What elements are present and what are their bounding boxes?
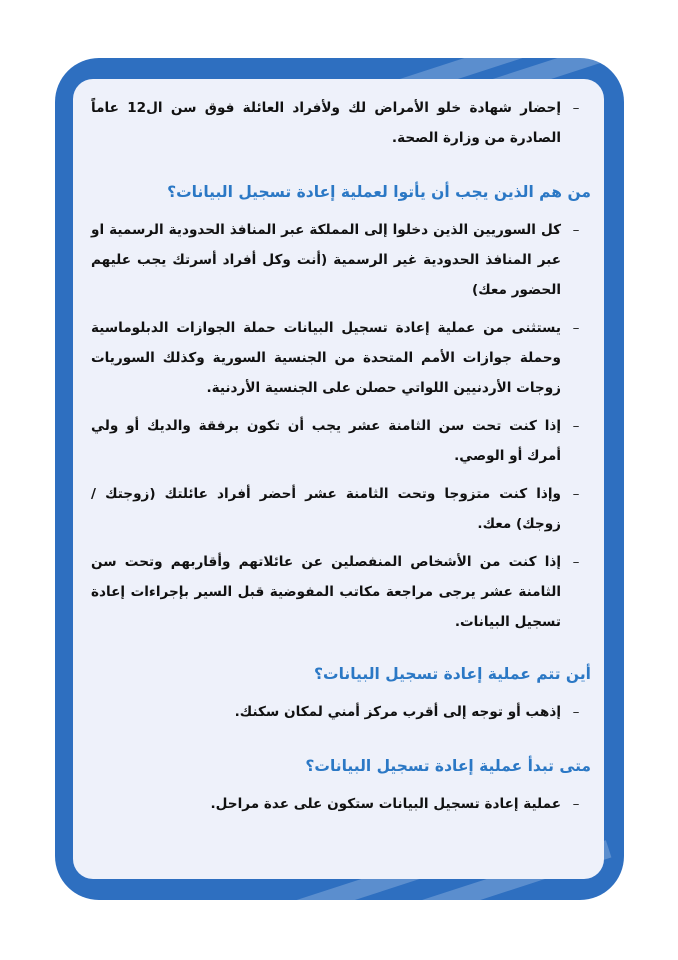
list-item-text: عملية إعادة تسجيل البيانات ستكون على عدة مراحل.: [210, 796, 561, 812]
bullet-dash: –: [572, 320, 580, 336]
bullet-dash: –: [572, 704, 580, 720]
list-item: [91, 313, 591, 403]
list-item: [91, 93, 591, 153]
bullet-dash: –: [572, 554, 580, 570]
list-item-text: يستثنى من عملية إعادة تسجيل البيانات حملة الجوازات الدبلوماسية وحملة جوازات الأمم المتحدة من الجنسية السورية وكذلك السوريات زوجات الأردنيين اللواتي حصلن على الجنسية الأردنية.: [91, 320, 561, 396]
document-body: [91, 91, 591, 819]
bullet-dash: –: [572, 796, 580, 812]
section-heading-when: متى تبدأ عملية إعادة تسجيل البيانات؟: [305, 757, 591, 775]
list-item-text: إذهب أو توجه إلى أقرب مركز أمني لمكان سكنك.: [234, 704, 561, 720]
section-heading-where: أين تتم عملية إعادة تسجيل البيانات؟: [314, 665, 591, 683]
list-item: [91, 479, 591, 539]
list-item: [91, 789, 591, 819]
bullet-dash: –: [572, 486, 580, 502]
list-item: [91, 547, 591, 637]
list-item: [91, 697, 591, 727]
bullet-dash: –: [572, 100, 580, 116]
bullet-dash: –: [572, 418, 580, 434]
list-item-text: إحضار شهادة خلو الأمراض لك ولأفراد العائلة فوق سن ال12 عاماً الصادرة من وزارة الصحة.: [91, 100, 561, 146]
list-item: [91, 215, 591, 305]
section-heading-who: من هم الذين يجب أن يأتوا لعملية إعادة تسجيل البيانات؟: [167, 183, 591, 201]
list-item-text: إذا كنت من الأشخاص المنفصلين عن عائلاتهم وأقاربهم وتحت سن الثامنة عشر يرجى مراجعة مكاتب المفوضية قبل السير بإجراءات إعادة تسجيل البيانات.: [91, 554, 561, 630]
content-panel: [73, 79, 604, 879]
list-item-text: إذا كنت تحت سن الثامنة عشر يجب أن تكون برفقة والديك أو ولي أمرك أو الوصي.: [91, 418, 561, 464]
list-item-text: كل السوريين الذين دخلوا إلى المملكة عبر المنافذ الحدودية الرسمية او عبر المنافذ الحدودية غير الرسمية (أنت وكل أفراد أسرتك يجب عليهم الحضور معك): [91, 222, 561, 298]
list-item-text: وإذا كنت متزوجا وتحت الثامنة عشر أحضر أفراد عائلتك (زوجتك / زوجك) معك.: [91, 486, 561, 532]
list-item: [91, 411, 591, 471]
bullet-dash: –: [572, 222, 580, 238]
